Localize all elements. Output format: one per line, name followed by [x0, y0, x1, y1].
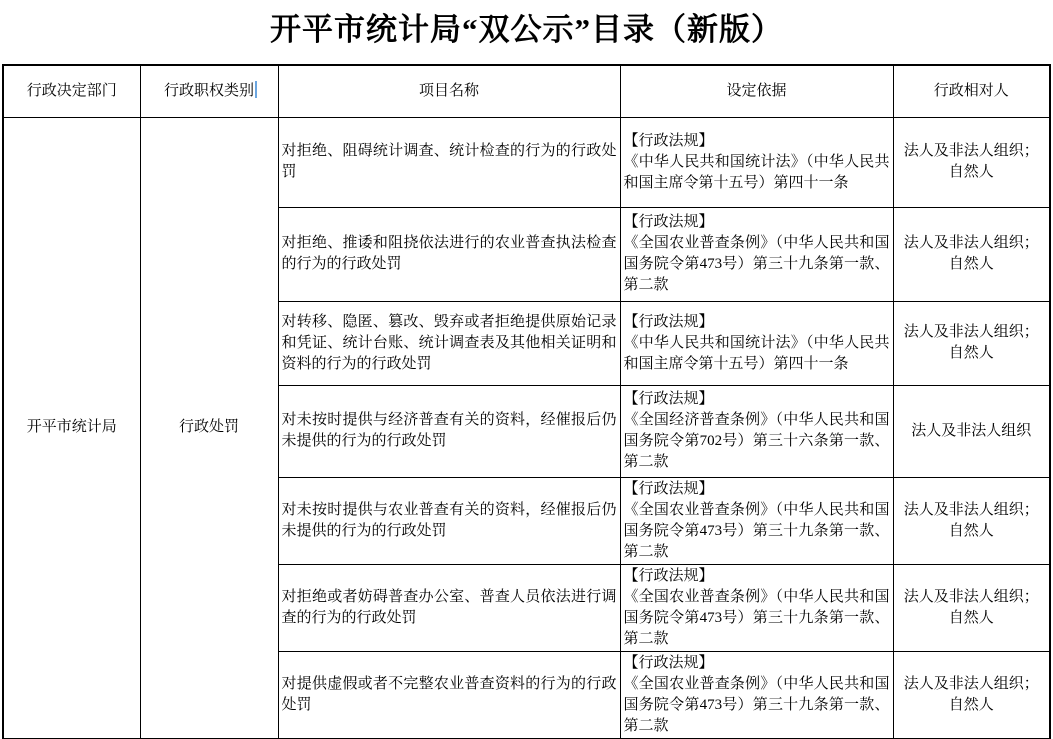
- header-project: 项目名称: [278, 65, 620, 117]
- project-cell: 对未按时提供与经济普查有关的资料，经催报后仍未提供的行为的行政处罚: [278, 385, 620, 477]
- counterpart-cell: 法人及非法人组织；自然人: [893, 207, 1050, 301]
- basis-type-tag: 【行政法规】: [623, 567, 714, 584]
- counterpart-cell: 法人及非法人组织；自然人: [893, 564, 1050, 651]
- counterpart-cell: 法人及非法人组织: [893, 385, 1050, 477]
- basis-type-tag: 【行政法规】: [623, 654, 714, 671]
- counterpart-cell: 法人及非法人组织；自然人: [893, 477, 1050, 564]
- basis-citation: 《中华人民共和国统计法》（中华人民共和国主席令第十五号）第四十一条: [623, 334, 890, 372]
- basis-cell: [620, 477, 893, 564]
- basis-cell: [620, 564, 893, 651]
- basis-cell: [620, 117, 893, 207]
- counterpart-cell: 法人及非法人组织；自然人: [893, 301, 1050, 385]
- project-cell: 对拒绝、阻碍统计调查、统计检查的行为的行政处罚: [278, 117, 620, 207]
- category-cell: 行政处罚: [140, 117, 278, 739]
- basis-citation: 《全国经济普查条例》（中华人民共和国国务院令第702号）第三十六条第一款、第二款: [623, 412, 890, 470]
- header-category: 行政职权类别: [140, 65, 278, 117]
- header-row: [3, 65, 1050, 117]
- project-cell: 对转移、隐匿、篡改、毁弃或者拒绝提供原始记录和凭证、统计台账、统计调查表及其他相关证明和资料的行为的行政处罚: [278, 301, 620, 385]
- basis-type-tag: 【行政法规】: [623, 391, 714, 407]
- basis-cell: [620, 301, 893, 385]
- basis-citation: 《全国农业普查条例》（中华人民共和国国务院令第473号）第三十九条第一款、第二款: [623, 501, 890, 560]
- basis-citation: 《全国农业普查条例》（中华人民共和国国务院令第473号）第三十九条第一款、第二款: [623, 675, 890, 734]
- project-cell: 对未按时提供与农业普查有关的资料，经催报后仍未提供的行为的行政处罚: [278, 477, 620, 564]
- header-basis: 设定依据: [620, 65, 893, 117]
- basis-type-tag: 【行政法规】: [623, 313, 714, 330]
- basis-type-tag: 【行政法规】: [623, 214, 714, 230]
- table-row: [3, 117, 1050, 207]
- project-cell: 对提供虚假或者不完整农业普查资料的行为的行政处罚: [278, 651, 620, 739]
- basis-citation: 《中华人民共和国统计法》（中华人民共和国主席令第十五号）第四十一条: [623, 153, 890, 191]
- double-publicity-table: [2, 64, 1051, 739]
- department-cell: 开平市统计局: [3, 117, 140, 739]
- project-cell: 对拒绝、推诿和阻挠依法进行的农业普查执法检查的行为的行政处罚: [278, 207, 620, 301]
- header-counterpart: 行政相对人: [893, 65, 1050, 117]
- counterpart-cell: 法人及非法人组织；自然人: [893, 117, 1050, 207]
- basis-type-tag: 【行政法规】: [623, 480, 714, 497]
- basis-cell: [620, 207, 893, 301]
- header-department: 行政决定部门: [3, 65, 140, 117]
- basis-cell: [620, 385, 893, 477]
- basis-type-tag: 【行政法规】: [623, 132, 714, 149]
- counterpart-cell: 法人及非法人组织；自然人: [893, 651, 1050, 739]
- project-cell: 对拒绝或者妨碍普查办公室、普查人员依法进行调查的行为的行政处罚: [278, 564, 620, 651]
- page-title: 开平市统计局“双公示”目录（新版）: [270, 12, 783, 47]
- basis-citation: 《全国农业普查条例》（中华人民共和国国务院令第473号）第三十九条第一款、第二款: [623, 588, 890, 647]
- basis-citation: 《全国农业普查条例》（中华人民共和国国务院令第473号）第三十九条第一款、第二款: [623, 235, 890, 293]
- basis-cell: [620, 651, 893, 739]
